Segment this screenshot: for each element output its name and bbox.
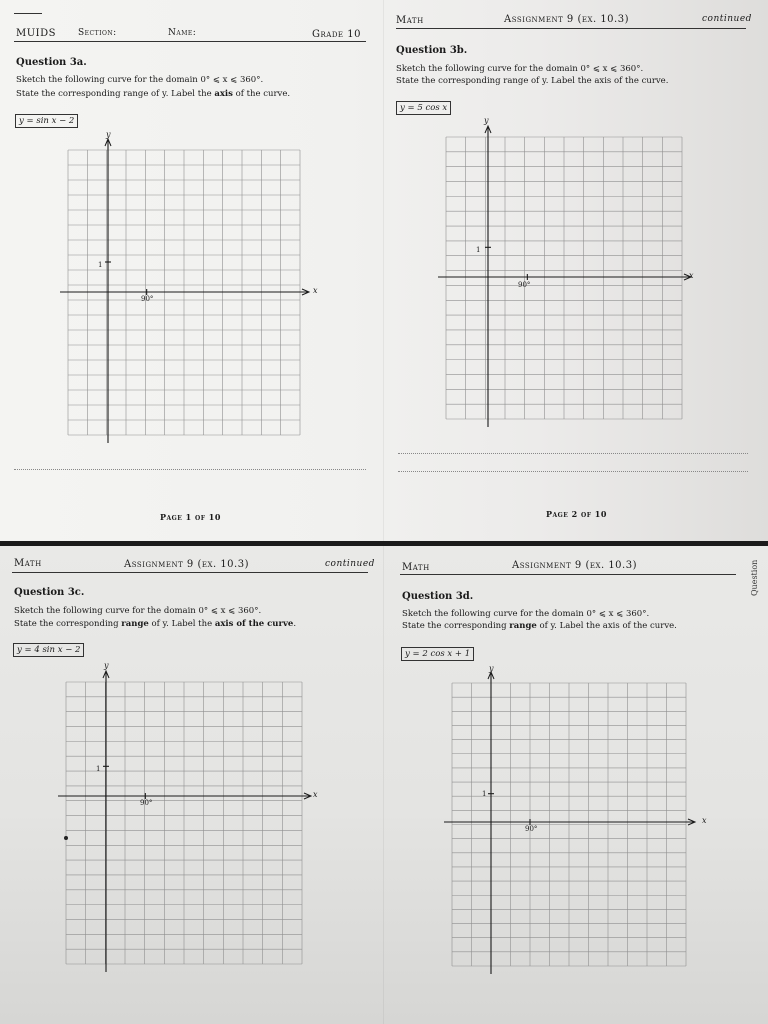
page-2 [384,0,768,541]
side-tab [748,546,768,606]
question-title: Question 3b. [396,45,468,56]
x-axis-label: x [313,790,318,799]
question-title: Question 3a. [16,57,87,68]
continued-label: continued [325,559,375,569]
school-name: MUIDS [16,28,56,39]
y-tick-label: 1 [98,261,103,269]
x-axis-label: x [689,271,694,280]
page-3 [0,546,384,1024]
y-axis-label: y [484,116,489,125]
question-line-2: State the corresponding range of y. Label the axis of the curve. [14,619,297,629]
question-line-1: Sketch the following curve for the domain 0° ⩽ x ⩽ 360°. [16,75,264,85]
graph-grid[interactable] [0,0,384,541]
equation-box: y = 2 cos x + 1 [401,647,474,661]
subject-label: Math [402,562,430,573]
equation-box: y = sin x − 2 [15,114,78,128]
graph-grid[interactable] [384,546,768,1024]
answer-line [398,471,748,472]
x-tick-label: 90° [518,281,531,289]
pen-dot [64,836,68,840]
name-label: Name: [168,28,197,38]
assignment-label: Assignment 9 (ex. 10.3) [504,14,629,25]
x-axis-label: x [702,816,707,825]
continued-label: continued [702,14,752,24]
assignment-label: Assignment 9 (ex. 10.3) [512,560,637,571]
page-4 [384,546,768,1024]
equation-box: y = 4 sin x − 2 [13,643,84,657]
grade-label: Grade 10 [312,29,361,40]
subject-label: Math [396,15,424,26]
x-tick-label: 90° [140,799,153,807]
question-line-1: Sketch the following curve for the domain 0° ⩽ x ⩽ 360°. [396,64,644,74]
answer-line [14,469,366,470]
question-title: Question 3d. [402,591,474,602]
page-footer: Page 2 of 10 [546,509,607,519]
page-footer: Page 1 of 10 [160,512,221,522]
y-axis-label: y [106,130,111,139]
page-1 [0,0,384,541]
subject-label: Math [14,558,42,569]
side-tab-label: Question [750,559,759,596]
y-axis-label: y [104,661,109,670]
y-tick-label: 1 [482,790,487,798]
x-tick-label: 90° [525,825,538,833]
section-label: Section: [78,28,117,38]
equation-box: y = 5 cos x [396,101,451,115]
y-axis-label: y [489,664,494,673]
answer-line [398,453,748,454]
graph-grid[interactable] [0,546,384,1024]
question-line-2: State the corresponding range of y. Label the axis of the curve. [402,621,677,631]
question-line-2: State the corresponding range of y. Label the axis of the curve. [396,76,669,86]
graph-grid[interactable] [384,0,768,541]
x-tick-label: 90° [141,295,154,303]
y-tick-label: 1 [476,246,481,254]
y-tick-label: 1 [96,765,101,773]
question-line-1: Sketch the following curve for the domain 0° ⩽ x ⩽ 360°. [402,609,650,619]
x-axis-label: x [313,286,318,295]
question-line-1: Sketch the following curve for the domain 0° ⩽ x ⩽ 360°. [14,606,262,616]
question-title: Question 3c. [14,587,85,598]
question-line-2: State the corresponding range of y. Label the axis of the curve. [16,89,291,99]
bottom-sheet [0,546,768,1024]
assignment-label: Assignment 9 (ex. 10.3) [124,559,249,570]
